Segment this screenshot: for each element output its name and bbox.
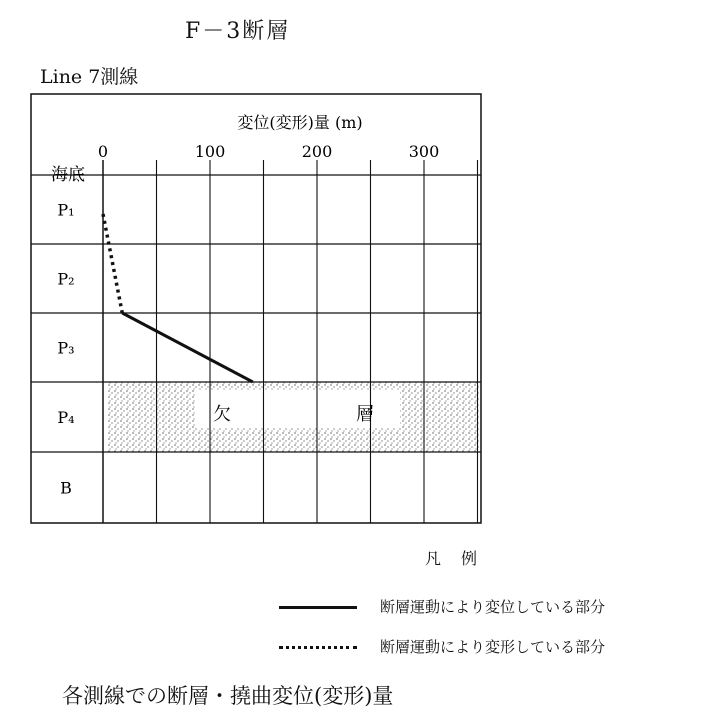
figure-caption: 各測線での断層・撓曲変位(変形)量 (62, 684, 394, 708)
missing-layer-shading (107, 382, 479, 452)
stratum-label: P₂ (57, 269, 75, 289)
stratum-label: 海底 (51, 165, 85, 185)
legend-title: 凡 例 (425, 549, 480, 568)
x-tick-label: 200 (301, 142, 333, 161)
solid-line-swatch (279, 606, 357, 609)
survey-line-label: Line 7測線 (40, 66, 139, 88)
x-tick-label: 100 (194, 142, 226, 161)
stratum-label: P₁ (57, 200, 75, 220)
series-lines (103, 214, 253, 382)
deformation-series-line (103, 214, 122, 313)
stratum-labels (51, 165, 85, 498)
missing-layer-char-left: 欠 (213, 404, 231, 425)
legend-label-dotted: 断層運動により変形している部分 (380, 638, 606, 656)
legend-item-dotted (275, 636, 705, 658)
legend-label-solid: 断層運動により変位している部分 (380, 598, 606, 616)
displacement-series-line (122, 313, 253, 382)
page-title: F－3断層 (185, 19, 291, 44)
missing-layer-char-right: 層 (356, 404, 374, 425)
x-axis-title: 変位(変形)量 (m) (237, 113, 363, 132)
x-tick-label: 0 (97, 142, 109, 161)
legend-item-solid (275, 596, 705, 618)
stratum-label: P₃ (57, 338, 75, 358)
dotted-line-swatch (279, 646, 357, 649)
x-tick-label: 300 (408, 142, 440, 161)
chart-grid (31, 160, 481, 523)
x-axis-ticks (98, 142, 439, 161)
stratum-label: P₄ (57, 408, 75, 427)
stratum-label: B (60, 478, 72, 498)
